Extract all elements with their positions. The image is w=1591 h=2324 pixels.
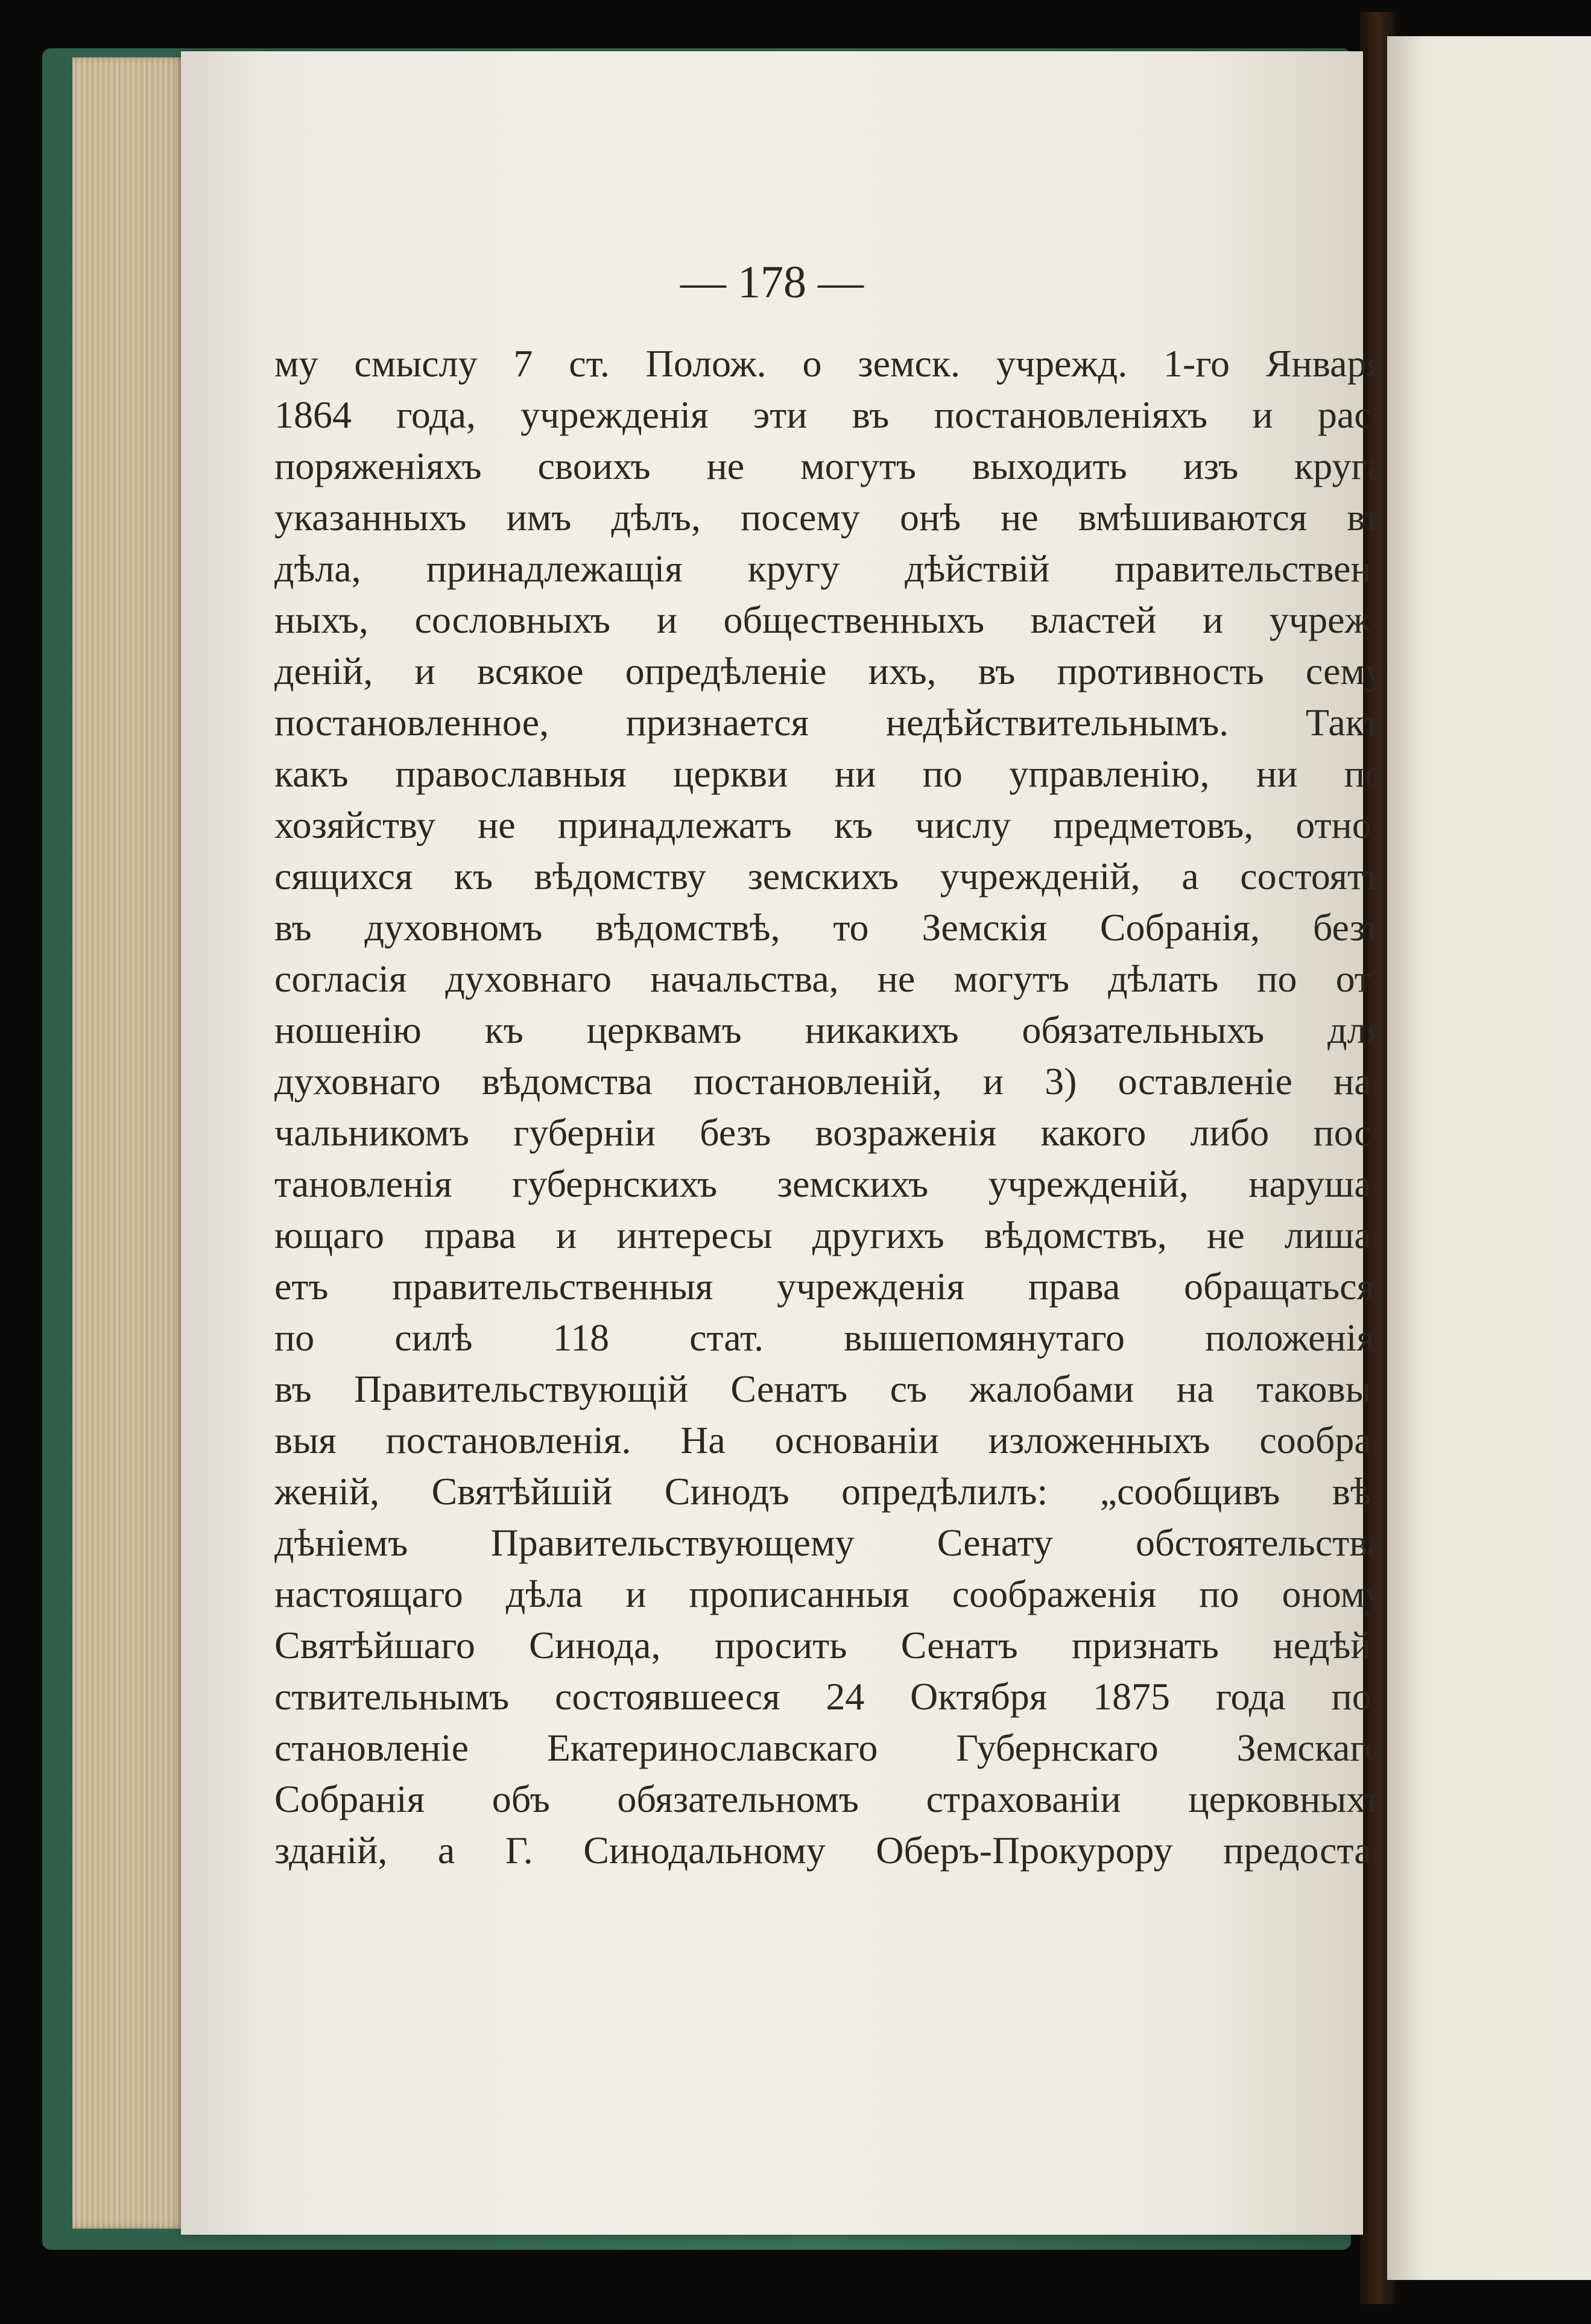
text-line: деній, и всякое опредѣленіе ихъ, въ противность сему — [274, 650, 1384, 692]
text-line: становленіе Екатеринославскаго Губернскаго Земскаго — [274, 1726, 1384, 1769]
text-line: по силѣ 118 стат. вышепомянутаго положенія, — [274, 1316, 1384, 1359]
text-line: тановленія губернскихъ земскихъ учрежденій, наруша- — [274, 1162, 1384, 1205]
text-line: женій, Святѣйшій Синодъ опредѣлилъ: „сообщивъ вѣ- — [274, 1470, 1384, 1513]
facing-page — [1387, 36, 1591, 2280]
text-line: дѣла, принадлежащія кругу дѣйствій правительствен- — [274, 547, 1384, 590]
text-line: согласія духовнаго начальства, не могутъ дѣлать по от- — [274, 957, 1384, 1000]
text-line: поряженіяхъ своихъ не могутъ выходить изъ круга — [274, 445, 1384, 487]
text-line: ношенію къ церквамъ никакихъ обязательныхъ для — [274, 1008, 1384, 1051]
text-line: му смыслу 7 ст. Полож. о земск. учрежд. 1-го Января — [274, 342, 1384, 385]
text-line: Собранія объ обязательномъ страхованіи церковныхъ — [274, 1778, 1384, 1820]
text-line: какъ православныя церкви ни по управленію, ни по — [274, 752, 1384, 795]
text-line: ющаго права и интересы другихъ вѣдомствъ, не лиша- — [274, 1214, 1384, 1256]
text-line: сящихся къ вѣдомству земскихъ учрежденій, а состоятъ — [274, 855, 1384, 898]
text-line: хозяйству не принадлежатъ къ числу предметовъ, отно- — [274, 803, 1384, 846]
page-number: — 178 — — [680, 257, 864, 308]
text-line: постановленное, признается недѣйствительнымъ. Такъ — [274, 701, 1384, 744]
text-line: духовнаго вѣдомства постановленій, и 3) оставленіе на- — [274, 1060, 1384, 1103]
text-line: Святѣйшаго Синода, просить Сенатъ признать недѣй- — [274, 1624, 1384, 1667]
text-line: въ Правительствующій Сенатъ съ жалобами на таковы- — [274, 1367, 1384, 1410]
body-text — [274, 338, 1384, 1876]
text-line: настоящаго дѣла и прописанныя соображенія по оному — [274, 1572, 1384, 1615]
text-line: дѣніемъ Правительствующему Сенату обстоятельства — [274, 1521, 1384, 1564]
text-line: указанныхъ имъ дѣлъ, посему онѣ не вмѣшиваются въ — [274, 496, 1384, 539]
text-line: зданій, а Г. Синодальному Оберъ-Прокурору предоста- — [274, 1829, 1384, 1872]
text-line: въ духовномъ вѣдомствѣ, то Земскія Собранія, безъ — [274, 906, 1384, 949]
text-line: чальникомъ губерніи безъ возраженія какого либо пос- — [274, 1111, 1384, 1154]
text-line: етъ правительственныя учрежденія права обращаться, — [274, 1265, 1384, 1308]
text-line: выя постановленія. На основаніи изложенныхъ сообра- — [274, 1419, 1384, 1461]
text-line: ствительнымъ состоявшееся 24 Октября 1875 года по- — [274, 1675, 1384, 1718]
text-line: 1864 года, учрежденія эти въ постановленіяхъ и рас- — [274, 393, 1384, 436]
page-edges — [72, 57, 187, 2229]
text-line: ныхъ, сословныхъ и общественныхъ властей и учреж- — [274, 598, 1384, 641]
